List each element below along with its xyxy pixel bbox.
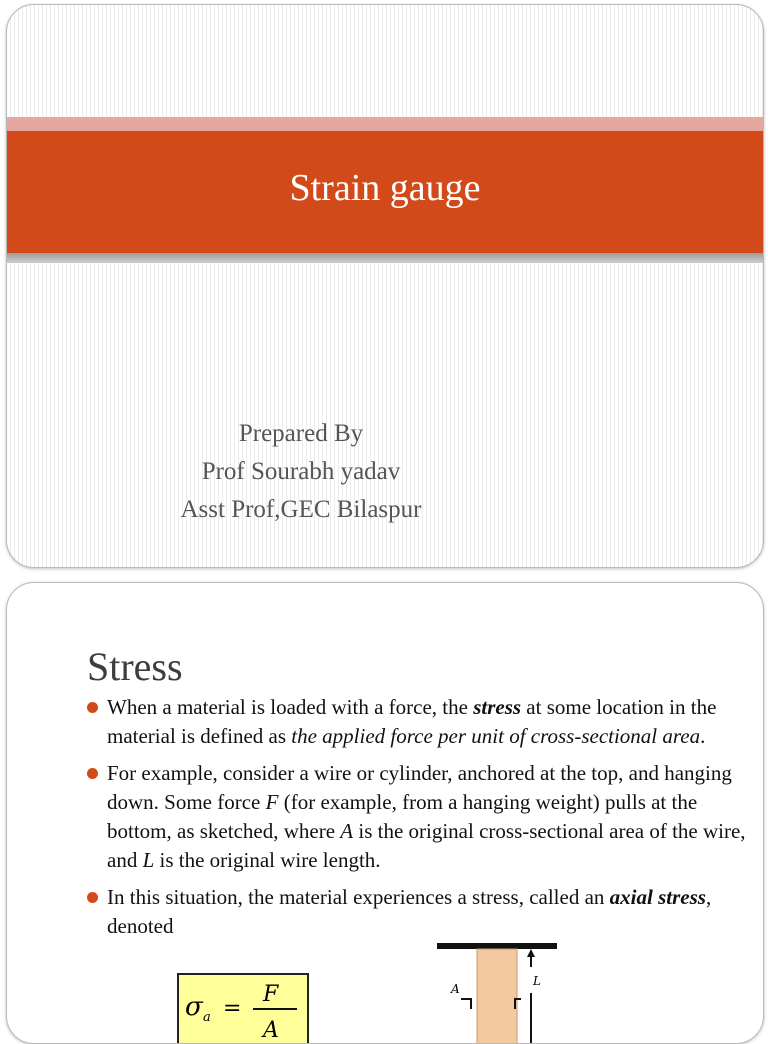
- formula-subscript: a: [203, 1010, 211, 1025]
- stress-slide: [6, 582, 764, 1044]
- prepared-by: Prepared By: [238, 420, 364, 447]
- author-block: [147, 415, 455, 529]
- text: For example, consider a wire or cylinder, anchored at the top, and hanging down. Some force: [107, 761, 732, 814]
- bullet-list: [87, 693, 747, 949]
- italic-text: L: [142, 848, 155, 872]
- arrow-head-icon: [527, 949, 535, 957]
- label-a: A: [451, 982, 460, 996]
- title-slide: [6, 4, 764, 568]
- formula-numerator: F: [263, 982, 279, 1007]
- slide-title: Strain gauge: [289, 167, 481, 209]
- bullet-dot-icon: [87, 702, 98, 713]
- bullet-dot-icon: [87, 892, 98, 903]
- italic-text: A: [340, 819, 354, 843]
- area-arrow-icon: [461, 999, 471, 1009]
- bullet-item: [87, 883, 747, 941]
- author-affiliation: Asst Prof,GEC Bilaspur: [180, 496, 422, 523]
- emphasis: axial stress: [609, 885, 706, 909]
- bullet-item: [87, 693, 747, 751]
- label-l: L: [533, 974, 541, 988]
- author-name: Prof Sourabh yadav: [201, 458, 401, 485]
- gray-band: [7, 253, 763, 263]
- pink-band: [7, 117, 763, 131]
- text: When a material is loaded with a force, the: [107, 695, 474, 719]
- text: .: [700, 724, 706, 748]
- title-band: [7, 131, 763, 253]
- text: (for example, from a hanging weight) pulls at the bottom, as sketched, where: [107, 790, 698, 843]
- wire-body: [477, 949, 517, 1044]
- anchor-bar: [437, 943, 557, 949]
- text: In this situation, the material experiences a stress, called an: [107, 885, 610, 909]
- area-arrow-icon: [515, 999, 521, 1009]
- italic-text: F: [265, 790, 279, 814]
- text: at some location in the material is defined as: [107, 695, 717, 748]
- text: is the original wire length.: [154, 848, 381, 872]
- formula-denominator: A: [263, 1018, 279, 1043]
- bullet-item: [87, 759, 747, 875]
- text: is the original cross-sectional area of the wire, and: [107, 819, 746, 872]
- formula-symbol: σ: [185, 992, 203, 1022]
- emphasis: stress: [473, 695, 522, 719]
- axial-stress-formula: [177, 973, 309, 1044]
- slide-heading: Stress: [87, 644, 183, 689]
- formula-equals: =: [223, 996, 242, 1021]
- italic-text: the applied force per unit of cross-sectional area: [291, 724, 701, 748]
- text: , denoted: [107, 885, 712, 938]
- wire-diagram: [427, 933, 567, 1044]
- bullet-dot-icon: [87, 768, 98, 779]
